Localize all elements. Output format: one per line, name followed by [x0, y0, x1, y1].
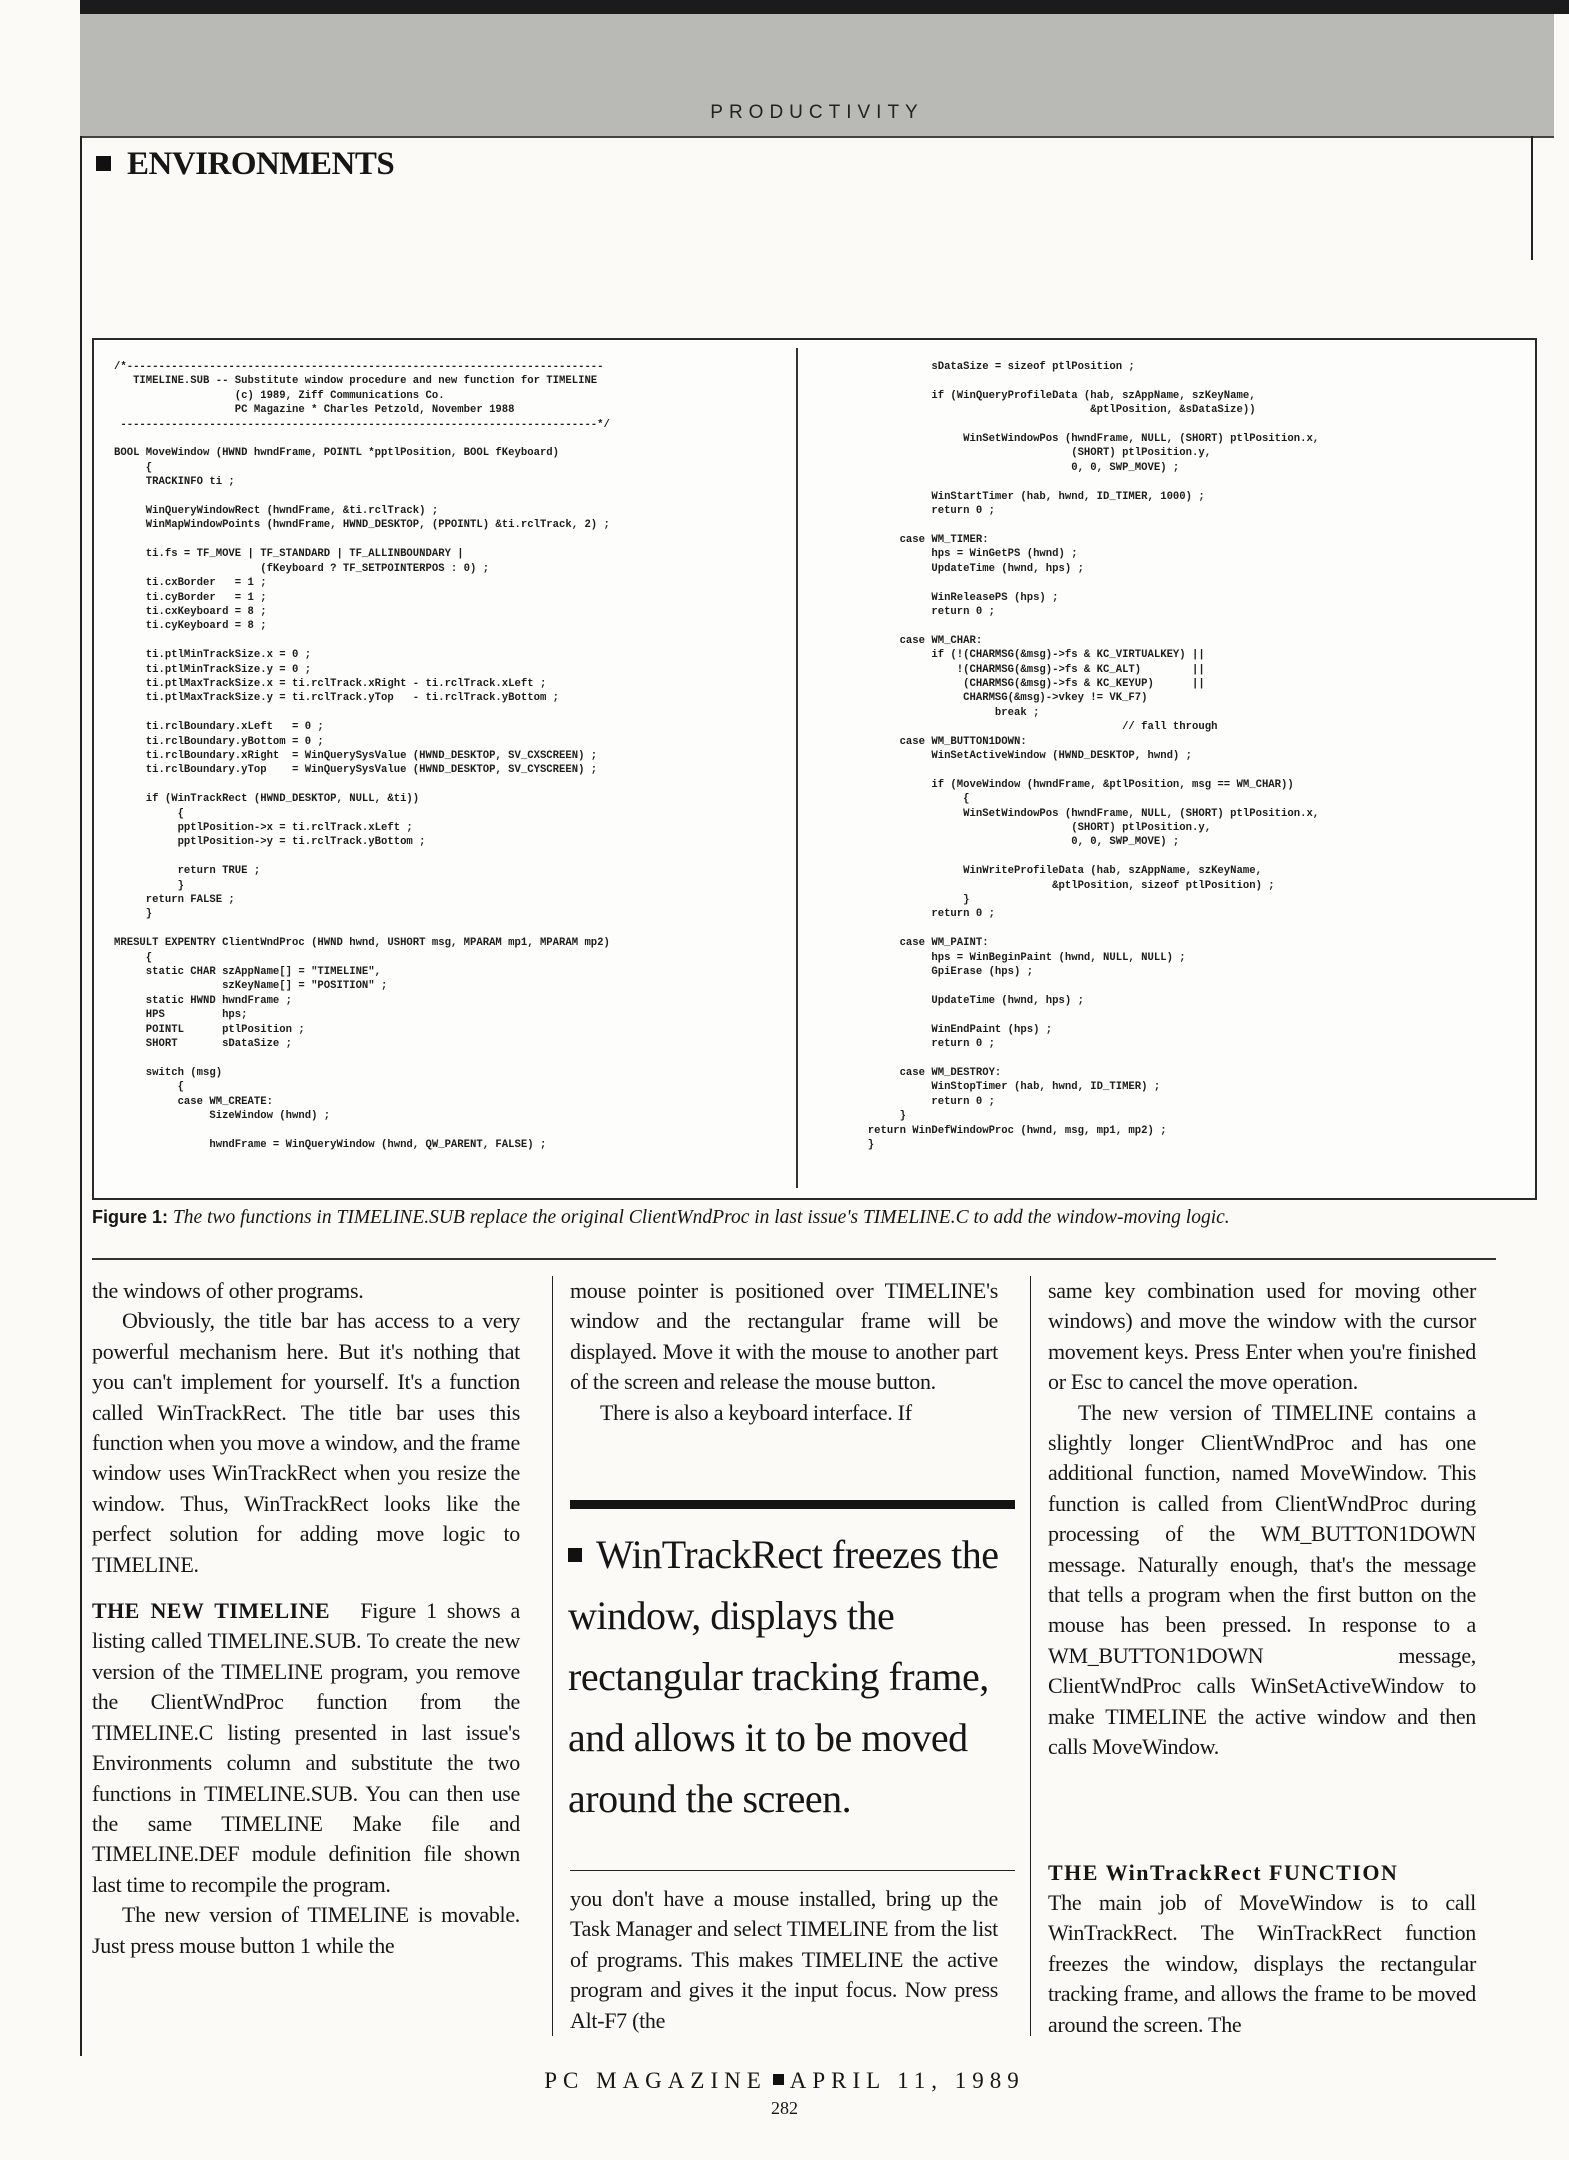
page-number: 282: [771, 2098, 798, 2118]
header-band: [80, 14, 1554, 138]
paragraph: [92, 1596, 520, 1900]
paragraph: There is also a keyboard interface. If: [600, 1399, 912, 1425]
figure-caption: [92, 1207, 1537, 1229]
caption-text: The two functions in TIMELINE.SUB replace the original ClientWndProc in last issue's TIMELINE.C to add the window-moving logic.: [172, 1207, 1230, 1228]
paragraph: The new version of TIMELINE is movable. Just press mouse button 1 while the: [92, 1902, 520, 1958]
paragraph-text: Figure 1 shows a listing called TIMELINE.SUB. To create the new version of the TIMELINE program, you remove the ClientWndProc function from the TIMELINE.C listing presented in last issue's Environments column and substitute the two functions in TIMELINE.SUB. You can then use the same TIMELINE Make file and TIMELINE.DEF module definition file shown last time to recompile the program.: [92, 1598, 520, 1897]
footer-bullet-icon: [773, 2074, 784, 2085]
footer-magazine: PC MAGAZINE: [544, 2068, 767, 2093]
column-rule-1: [552, 1276, 553, 2036]
footer-date: APRIL 11, 1989: [789, 2068, 1025, 2093]
pull-quote-rule-bottom: [570, 1870, 1015, 1871]
body-column-1: [92, 1276, 520, 1961]
subhead-wintrackrect-function: THE WinTrackRect FUNCTION: [1048, 1860, 1399, 1885]
bullet-square-icon: [96, 156, 111, 171]
paragraph: you don't have a mouse installed, bring up the Task Manager and select TIMELINE from the list of programs. This makes TIMELINE the active program and gives it the input focus. Now press Alt-F7 (the: [570, 1886, 998, 2033]
paragraph: same key combination used for moving other windows) and move the window with the cursor movement keys. Press Enter when you're finished or Esc to cancel the move operation.: [1048, 1278, 1476, 1395]
caption-label: Figure 1:: [92, 1207, 169, 1227]
paragraph: mouse pointer is positioned over TIMELINE's window and the rectangular frame will be displayed. Move it with the mouse to another part of the screen and release the mouse button.: [570, 1278, 998, 1395]
section-label: PRODUCTIVITY: [710, 102, 924, 123]
subhead-new-timeline: THE NEW TIMELINE: [92, 1598, 330, 1624]
pull-quote-text: WinTrackRect freezes the window, displays the rectangular tracking frame, and allows it to be moved around the screen.: [568, 1532, 999, 1821]
paragraph: the windows of other programs.: [92, 1278, 364, 1303]
paragraph: Obviously, the title bar has access to a very powerful mechanism here. But it's nothing that you can't implement for yourself. It's a function called WinTrackRect. The title bar uses this function when you move a window, and the frame window uses WinTrackRect when you resize the window. Thus, WinTrackRect looks like the perfect solution for adding move logic to TIMELINE.: [92, 1308, 520, 1577]
right-margin-rule: [1531, 136, 1533, 260]
column-title-text: ENVIRONMENTS: [127, 146, 395, 182]
body-column-3-continued: [1048, 1888, 1476, 2040]
top-black-bar: [80, 0, 1569, 14]
pull-quote-rule-top: [570, 1500, 1015, 1509]
body-column-2-continued: [570, 1884, 998, 2036]
left-margin-rule: [80, 136, 82, 2056]
column-rule-2: [1030, 1276, 1031, 2036]
paragraph: The main job of MoveWindow is to call WinTrackRect. The WinTrackRect function freezes the window, displays the rectangular tracking frame, and allows the frame to be moved around the screen. The: [1048, 1890, 1476, 2037]
caption-rule: [92, 1258, 1496, 1260]
column-title: [96, 146, 394, 183]
code-listing-right: sDataSize = sizeof ptlPosition ; if (WinQueryProfileData (hab, szAppName, szKeyName, &ptlPosition, &sDataSize)) WinSetWindowPos (hwndFrame, NULL, (SHORT) ptlPosition.x, (SHORT) ptlPosition.y, 0, 0, SWP_MOVE) ; WinStartTimer (hab, hwnd, ID_TIMER, 1000) ; return 0 ; case WM_TIMER: hps = WinGetPS (hwnd) ; UpdateTime (hwnd, hps) ; WinReleasePS (hps) ; return 0 ; case WM_CHAR: if (!(CHARMSG(&msg)->fs & KC_VIRTUALKEY) || !(CHARMSG(&msg)->fs & KC_ALT) || (CHARMSG(&msg)->fs & KC_KEYUP) || CHARMSG(&msg)->vkey != VK_F7) break ; // fall through case WM_BUTTON1DOWN: WinSetActiveWindow (HWND_DESKTOP, hwnd) ; if (MoveWindow (hwndFrame, &ptlPosition, msg == WM_CHAR)) { WinSetWindowPos (hwndFrame, NULL, (SHORT) ptlPosition.x, (SHORT) ptlPosition.y, 0, 0, SWP_MOVE) ; WinWriteProfileData (hab, szAppName, szKeyName, &ptlPosition, sizeof ptlPosition) ; } return 0 ; case WM_PAINT: hps = WinBeginPaint (hwnd, NULL, NULL) ; GpiErase (hps) ; UpdateTime (hwnd, hps) ; WinEndPaint (hps) ; return 0 ; case WM_DESTROY: WinStopTimer (hab, hwnd, ID_TIMER) ; return 0 ; } return WinDefWindowProc (hwnd, msg, mp1, mp2) ; }: [867, 361, 1320, 1151]
body-column-3: [1048, 1276, 1476, 1763]
figure-divider: [796, 348, 798, 1188]
bullet-square-icon: [568, 1548, 582, 1562]
code-listing-left: /*--------------------------------------------------------------------------- TIMELINE.SUB -- Substitute window procedure and new function for TIMELINE (c) 1989, Ziff Communications Co. PC Magazine * Charles Petzold, November 1988 ---------------------------------------------------------------------------*/ BOOL MoveWindow (HWND hwndFrame, POINTL *pptlPosition, BOOL fKeyboard) { TRACKINFO ti ; WinQueryWindowRect (hwndFrame, &ti.rclTrack) ; WinMapWindowPoints (hwndFrame, HWND_DESKTOP, (PPOINTL) &ti.rclTrack, 2) ; ti.fs = TF_MOVE | TF_STANDARD | TF_ALLINBOUNDARY | (fKeyboard ? TF_SETPOINTERPOS : 0) ; ti.cxBorder = 1 ; ti.cyBorder = 1 ; ti.cxKeyboard = 8 ; ti.cyKeyboard = 8 ; ti.ptlMinTrackSize.x = 0 ; ti.ptlMinTrackSize.y = 0 ; ti.ptlMaxTrackSize.x = ti.rclTrack.xRight - ti.rclTrack.xLeft ; ti.ptlMaxTrackSize.y = ti.rclTrack.yTop - ti.rclTrack.yBottom ; ti.rclBoundary.xLeft = 0 ; ti.rclBoundary.yBottom = 0 ; ti.rclBoundary.xRight = WinQuerySysValue (HWND_DESKTOP, SV_CXSCREEN) ; ti.rclBoundary.yTop = WinQuerySysValue (HWND_DESKTOP, SV_CYSCREEN) ; if (WinTrackRect (HWND_DESKTOP, NULL, &ti)) { pptlPosition->x = ti.rclTrack.xLeft ; pptlPosition->y = ti.rclTrack.yBottom ; return TRUE ; } return FALSE ; } MRESULT EXPENTRY ClientWndProc (HWND hwnd, USHORT msg, MPARAM mp1, MPARAM mp2) { static CHAR szAppName[] = "TIMELINE", szKeyName[] = "POSITION" ; static HWND hwndFrame ; HPS hps; POINTL ptlPosition ; SHORT sDataSize ; switch (msg) { case WM_CREATE: SizeWindow (hwnd) ; hwndFrame = WinQueryWindow (hwnd, QW_PARENT, FALSE) ;: [114, 361, 610, 1151]
body-column-2: [570, 1276, 998, 1428]
paragraph: The new version of TIMELINE contains a slightly longer ClientWndProc and has one additional function, named MoveWindow. This function is called from ClientWndProc during processing of the WM_BUTTON1DOWN message. Naturally enough, that's the message that tells a program when the first button on the mouse has been pressed. In response to a WM_BUTTON1DOWN message, ClientWndProc calls WinSetActiveWindow to make TIMELINE the active window and then calls MoveWindow.: [1048, 1399, 1476, 1760]
pull-quote: [568, 1524, 1018, 1829]
footer: [0, 2068, 1569, 2094]
figure-1-code-listing: [92, 338, 1537, 1200]
